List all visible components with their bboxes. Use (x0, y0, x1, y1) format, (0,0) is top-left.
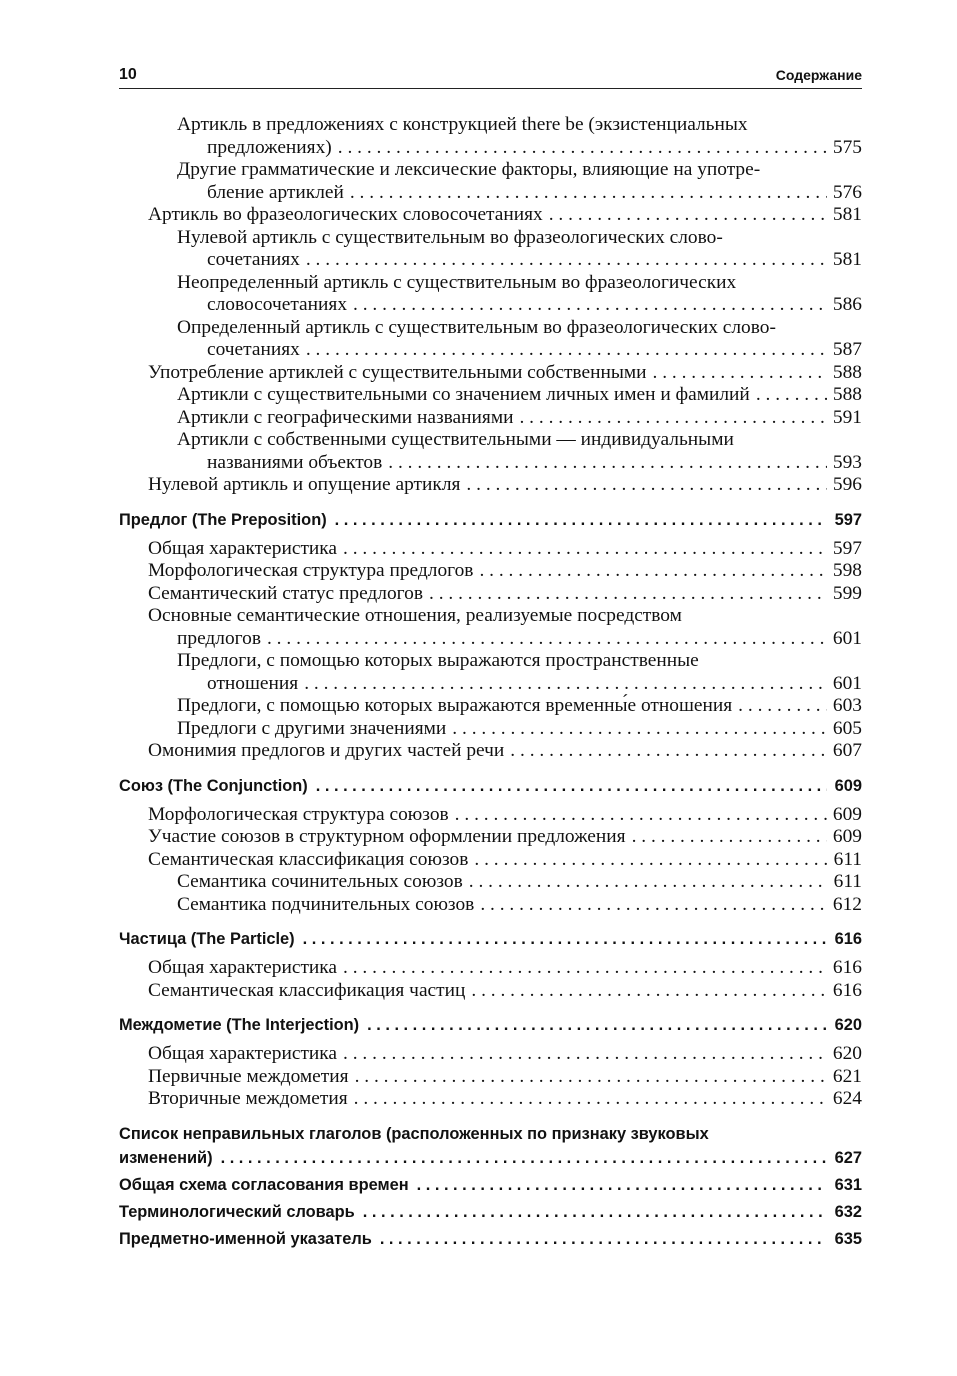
toc-chapter-conjunction[interactable] (119, 774, 862, 798)
page-number: 10 (119, 66, 137, 83)
leader-dots (303, 927, 827, 951)
toc-page-number: 609 (832, 803, 862, 825)
toc-chapter-irregular-verbs[interactable] (119, 1122, 862, 1170)
chapter-page-number: 620 (834, 1016, 862, 1034)
toc-entry-text: Общая характеристика (148, 1043, 338, 1064)
chapter-title: Список неправильных глаголов (расположенных по признаку звуковых (119, 1124, 709, 1143)
toc-page-number: 588 (832, 384, 862, 405)
toc-entry[interactable] (119, 718, 862, 741)
toc-entry-text: Нулевой артикль с существительным во фразеологических слово- (177, 226, 723, 248)
chapter-title: Предметно-именной указатель (119, 1229, 372, 1248)
toc-page-number: 601 (832, 672, 862, 694)
chapter-title: Союз (The Conjunction) (119, 776, 308, 795)
toc-page-number: 581 (832, 204, 862, 225)
header-rule (119, 88, 862, 89)
toc-page-number: 607 (832, 740, 862, 761)
leader-dots (363, 1200, 827, 1224)
toc-page-number: 601 (832, 627, 862, 649)
toc-chapter-preposition[interactable] (119, 508, 862, 532)
toc-entry-text: Артикль в предложениях с конструкцией there be (экзистенциальных (177, 114, 748, 135)
toc-page-number: 603 (832, 695, 862, 716)
toc-page-number: 575 (832, 136, 862, 158)
leader-dots (510, 740, 827, 763)
toc-entry[interactable] (119, 317, 862, 362)
toc-entry[interactable] (119, 474, 862, 497)
toc-entry-text: Первичные междометия (148, 1065, 349, 1087)
toc-page-number: 599 (832, 582, 862, 604)
toc-entry[interactable] (119, 826, 862, 849)
toc-entry[interactable] (119, 583, 862, 606)
toc-entry[interactable] (119, 204, 862, 227)
leader-dots (306, 339, 827, 362)
toc-entry[interactable] (119, 1088, 862, 1111)
toc-entry[interactable] (119, 650, 862, 695)
toc-entry-text: Другие грамматические и лексические факторы, влияющие на употре- (177, 159, 761, 180)
toc-entry[interactable] (119, 384, 862, 407)
toc-entry[interactable] (119, 362, 862, 385)
toc-entry-text: бление артиклей (207, 181, 344, 203)
toc-page-number: 620 (832, 1043, 862, 1064)
toc-page-number: 616 (832, 979, 862, 1001)
leader-dots (367, 1013, 827, 1037)
toc-entry-text: Морфологическая структура предлогов (148, 560, 474, 581)
chapter-page-number: 609 (834, 776, 862, 795)
toc-page-number: 588 (832, 361, 862, 383)
toc-page-number: 598 (832, 560, 862, 581)
toc-entry-text: Артикли с собственными существительными — индивидуальными (177, 429, 734, 450)
leader-dots (338, 137, 827, 160)
toc-entry[interactable] (119, 407, 862, 430)
toc-entry[interactable] (119, 560, 862, 583)
toc-entry-text: Участие союзов в структурном оформлении предложения (148, 826, 626, 847)
toc-page-number: 576 (832, 181, 862, 203)
toc-page-number: 621 (832, 1065, 862, 1087)
chapter-page-number: 597 (834, 510, 862, 529)
toc-page-number: 591 (832, 406, 862, 428)
leader-dots (471, 980, 827, 1003)
toc-entry-text: Артикль во фразеологических словосочетаниях (148, 204, 543, 225)
leader-dots (221, 1146, 827, 1170)
leader-dots (738, 695, 827, 718)
toc-entry-text: Семантическая классификация частиц (148, 979, 466, 1001)
leader-dots (316, 774, 827, 798)
toc-entry-text: Семантический статус предлогов (148, 582, 423, 604)
toc-page-number: 611 (833, 848, 862, 870)
running-title: Содержание (775, 67, 862, 83)
toc-entry-text: отношения (207, 672, 299, 694)
toc-entry-text: Морфологическая структура союзов (148, 803, 449, 825)
leader-dots (380, 1227, 827, 1251)
leader-dots (343, 957, 827, 980)
leader-dots (304, 673, 827, 696)
leader-dots (417, 1173, 827, 1197)
leader-dots (429, 583, 827, 606)
toc-entry[interactable] (119, 871, 862, 894)
leader-dots (388, 452, 827, 475)
leader-dots (455, 804, 827, 827)
leader-dots (469, 871, 828, 894)
chapter-page-number: 616 (834, 930, 862, 948)
toc-entry[interactable] (119, 159, 862, 204)
toc-entry-text: названиями объектов (207, 451, 383, 473)
leader-dots (353, 294, 827, 317)
chapter-title: Предлог (The Preposition) (119, 510, 327, 529)
toc-entry-text: Неопределенный артикль с существительным во фразеологических (177, 271, 737, 293)
toc-entry-text: Определенный артикль с существительным во фразеологических слово- (177, 316, 776, 338)
toc-entry-text: предложениях) (207, 136, 332, 158)
toc-entry-text: сочетаниях (207, 249, 300, 270)
toc-page-number: 597 (832, 537, 862, 559)
leader-dots (335, 508, 827, 532)
table-of-contents (119, 114, 862, 1251)
toc-entry[interactable] (119, 894, 862, 917)
toc-entry-text: Вторичные междометия (148, 1088, 348, 1109)
toc-entry[interactable] (119, 740, 862, 763)
toc-page-number: 612 (832, 893, 862, 915)
leader-dots (519, 407, 826, 430)
chapter-page-number: 632 (834, 1202, 862, 1221)
toc-entry-text: Артикли с существительными со значением личных имен и фамилий (177, 384, 750, 405)
leader-dots (479, 560, 826, 583)
chapter-page-number: 631 (834, 1175, 862, 1194)
leader-dots (653, 362, 827, 385)
toc-entry-text: Употребление артиклей с существительными собственными (148, 361, 647, 383)
toc-entry-text: предлогов (177, 627, 261, 649)
toc-page-number: 616 (832, 957, 862, 978)
chapter-title: Частица (The Particle) (119, 930, 295, 948)
toc-chapter-tense-sequence[interactable] (119, 1173, 862, 1197)
leader-dots (474, 849, 827, 872)
toc-entry-text: Семантическая классификация союзов (148, 848, 469, 870)
toc-entry[interactable] (119, 804, 862, 827)
leader-dots (480, 894, 827, 917)
toc-entry[interactable] (119, 272, 862, 317)
leader-dots (632, 826, 827, 849)
toc-entry[interactable] (119, 538, 862, 561)
toc-chapter-glossary[interactable] (119, 1200, 862, 1224)
toc-chapter-interjection[interactable] (119, 1013, 862, 1037)
toc-page-number: 596 (832, 474, 862, 495)
toc-entry-text: Омонимия предлогов и других частей речи (148, 740, 505, 761)
toc-chapter-index[interactable] (119, 1227, 862, 1251)
toc-page-number: 586 (832, 294, 862, 315)
toc-page-number: 609 (832, 826, 862, 847)
toc-page-number: 605 (832, 717, 862, 739)
leader-dots (452, 718, 827, 741)
chapter-title: изменений) (119, 1148, 213, 1167)
toc-entry-text: Артикли с географическими названиями (177, 406, 514, 428)
chapter-title: Междометие (The Interjection) (119, 1016, 360, 1034)
leader-dots (350, 182, 827, 205)
leader-dots (549, 204, 827, 227)
toc-page-number: 581 (832, 249, 862, 270)
toc-entry[interactable] (119, 849, 862, 872)
toc-entry[interactable] (119, 429, 862, 474)
toc-entry-text: Общая характеристика (148, 537, 338, 559)
toc-page-number: 611 (833, 871, 862, 892)
toc-entry-text: Общая характеристика (148, 957, 338, 978)
toc-entry[interactable] (119, 957, 862, 980)
toc-page-number: 593 (832, 451, 862, 473)
leader-dots (756, 384, 827, 407)
toc-entry[interactable] (119, 695, 862, 718)
toc-entry-text: Основные семантические отношения, реализуемые посредством (148, 605, 682, 626)
toc-page-number: 624 (832, 1088, 862, 1109)
toc-chapter-particle[interactable] (119, 927, 862, 951)
toc-entry-text: сочетаниях (207, 339, 300, 360)
leader-dots (306, 249, 827, 272)
running-header (119, 64, 862, 86)
toc-entry[interactable] (119, 980, 862, 1003)
leader-dots (267, 628, 827, 651)
chapter-page-number: 627 (834, 1148, 862, 1167)
leader-dots (343, 1043, 827, 1066)
toc-entry[interactable] (119, 227, 862, 272)
toc-entry[interactable] (119, 1066, 862, 1089)
leader-dots (354, 1088, 827, 1111)
toc-entry-text: Предлоги, с помощью которых выражаются временны́е отношения (177, 695, 733, 716)
toc-entry[interactable] (119, 1043, 862, 1066)
toc-entry[interactable] (119, 114, 862, 159)
toc-entry-text: Предлоги, с помощью которых выражаются пространственные (177, 650, 699, 671)
chapter-title: Терминологический словарь (119, 1202, 355, 1221)
toc-entry-text: Семантика подчинительных союзов (177, 893, 475, 915)
leader-dots (355, 1066, 827, 1089)
leader-dots (466, 474, 826, 497)
toc-entry-text: Предлоги с другими значениями (177, 717, 447, 739)
chapter-title: Общая схема согласования времен (119, 1175, 409, 1194)
toc-entry-text: Нулевой артикль и опущение артикля (148, 474, 461, 495)
toc-entry[interactable] (119, 605, 862, 650)
chapter-page-number: 635 (834, 1229, 862, 1248)
toc-page-number: 587 (832, 339, 862, 360)
toc-entry-text: Семантика сочинительных союзов (177, 871, 463, 892)
toc-entry-text: словосочетаниях (207, 294, 348, 315)
leader-dots (343, 538, 827, 561)
